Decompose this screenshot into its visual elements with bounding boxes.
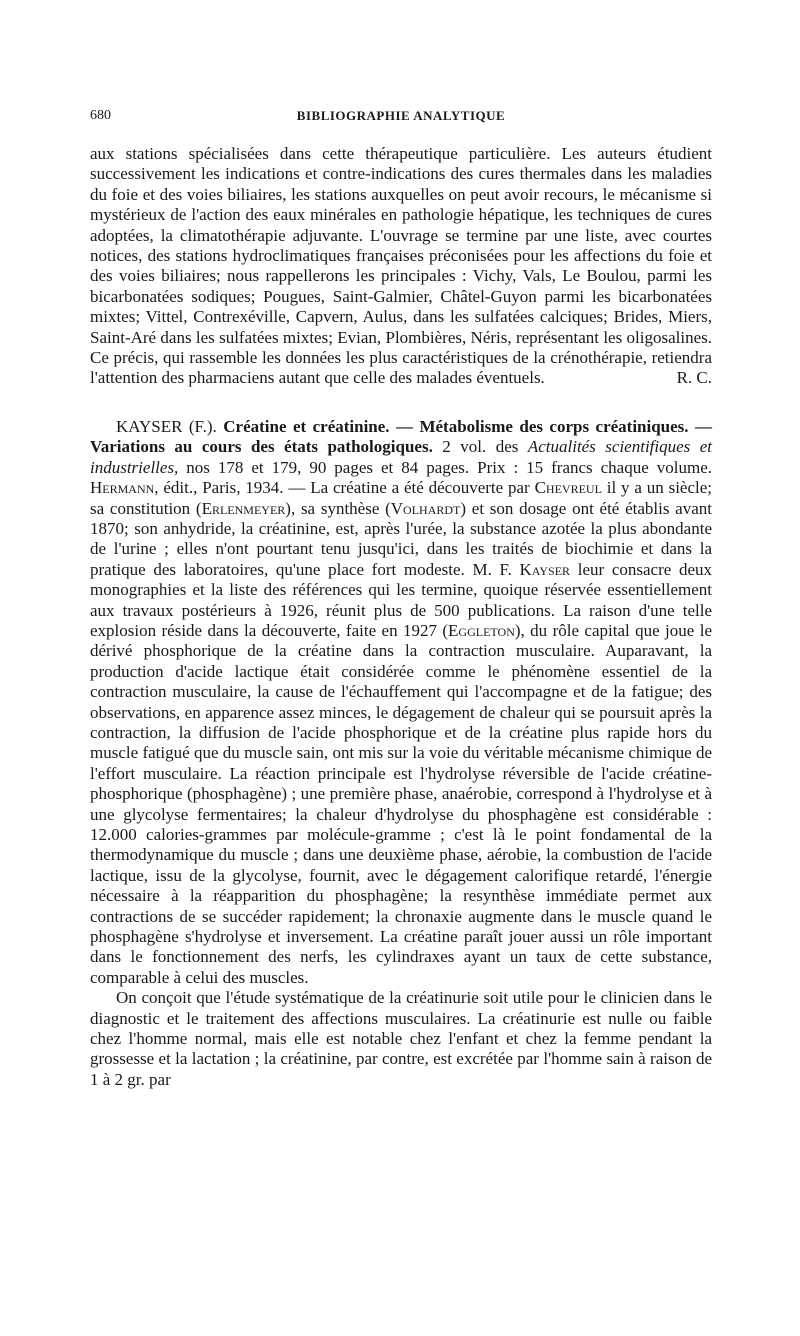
review-2-author: KAYSER (F.). bbox=[116, 416, 217, 436]
running-title: BIBLIOGRAPHIE ANALYTIQUE bbox=[296, 108, 506, 123]
review-2-paragraph-1 bbox=[90, 417, 712, 988]
name-erlenmeyer: Erlenmeyer bbox=[201, 498, 286, 518]
review-2-text-d: leur consacre deux monographies et la liste des références qui les termine, quoique réservée essentiellement aux travaux postérieurs à 1926, réunit plus de 500 publications. La raison d'une telle explosion réside dans la découverte, faite en 1927 ( bbox=[90, 559, 712, 640]
review-2-text-b: ), sa synthèse ( bbox=[285, 498, 391, 518]
name-volhardt: Volhardt bbox=[390, 498, 461, 518]
review-2-text-e: ), du rôle capital que joue le dérivé phosphorique de la créatine dans la contraction musculaire. Auparavant, la production d'acide lactique était considérée comme le phénomène essentiel de la contraction musculaire, la cause de l'échauffement qui l'accompagne et de la fatigue; des observations, en apparence assez minces, le dégagement de chaleur qui se poursuit après la contraction, la diffusion de l'acide phosphorique et de la créatine plus rapide hors du muscle fatigué que du muscle sain, ont mis sur la voie du véritable mécanisme chimique de l'effort musculaire. La réaction principale est l'hydrolyse réversible de l'acide créatine-phosphorique (phosphagène) ; une première phase, anaérobie, correspond à l'hydrolyse et à une glycolyse fermentaires; la chaleur d'hydrolyse du phosphagène est considérable : 12.000 calories-grammes par molécule-gramme ; c'est là le point fondamental de la thermodynamique du muscle ; dans une deuxième phase, aérobie, la combustion de l'acide lactique, issu de la glycolyse, fournit, avec le dégagement calorifique retardé, l'énergie nécessaire à la réapparition du phosphagène; la resynthèse immédiate permet aux contractions de se succéder rapidement; la chronaxie augmente dans le muscle quand le phosphagène s'hydrolyse et inversement. La créatine paraît jouer aussi un rôle important dans le fonctionnement des nerfs, les cylindraxes ayant un taux de cette substance, comparable à celui des muscles. bbox=[90, 620, 712, 987]
page-number: 680 bbox=[90, 108, 111, 123]
review-1-signature: R. C. bbox=[676, 368, 712, 388]
review-2 bbox=[90, 417, 712, 1090]
review-2-biblio-pre: 2 vol. des bbox=[442, 437, 519, 457]
review-2-series: Actualités scientifiques et industrielles, bbox=[90, 437, 713, 477]
review-2-biblio-post: , édit., Paris, 1934. — La créatine a été découverte par bbox=[154, 478, 530, 498]
review-1-paragraph bbox=[90, 144, 712, 389]
review-2-paragraph-2: On conçoit que l'étude systématique de la créatinurie soit utile pour le clinicien dans le diagnostic et le traitement des affections musculaires. La créatinurie est nulle ou faible chez l'homme normal, mais elle est notable chez l'enfant et chez la femme pendant la grossesse et la lactation ; la créatinine, par contre, est excrétée par l'homme sain à raison de 1 à 2 gr. par bbox=[90, 988, 712, 1089]
name-chevreul: Chevreul bbox=[534, 478, 602, 498]
review-2-biblio-nos: nos 178 et 179, 90 pages et 84 pages. Prix : 15 francs chaque volume. bbox=[186, 457, 712, 477]
name-kayser: Kayser bbox=[519, 559, 571, 579]
review-1-text: aux stations spécialisées dans cette thérapeutique particulière. Les auteurs étudient successivement les indications et contre-indications des cures thermales dans les maladies du foie et des voies biliaires, les stations auxquelles on peut avoir recours, le mécanisme si mystérieux de l'action des eaux minérales en pathologie hépatique, les techniques de cures adoptées, la climatothérapie adjuvante. L'ouvrage se termine par une liste, avec courtes notices, des stations hydroclimatiques françaises préconisées pour les affections du foie et des voies biliaires; nous rappellerons les principales : Vichy, Vals, Le Boulou, parmi les bicarbonatées sodiques; Pougues, Saint-Galmier, Châtel-Guyon parmi les bicarbonatées mixtes; Vittel, Contrexéville, Capvern, Aulus, dans les sulfatées calciques; Brides, Miers, Saint-Aré dans les sulfatées mixtes; Evian, Plombières, Néris, représentant les oligosalines. Ce précis, qui rassemble les données les plus caractéristiques de la crénothérapie, retiendra l'attention des pharmaciens autant que celle des malades éventuels. bbox=[90, 144, 712, 388]
review-2-text-c: ) et son dosage ont été établis avant 1870; son anhydride, la créatinine, est, après l'urée, la substance azotée la plus abondante de l'urine ; elles n'ont pourtant tenu jusqu'ici, dans les traités de biochimie et dans la pratique des laboratoires, qu'une place fort modeste. M. F. bbox=[90, 498, 713, 579]
running-header bbox=[90, 108, 712, 130]
review-2-title: Créatine et créatinine. — Métabolisme des corps créatiniques. — Variations au cours des états pathologiques. bbox=[90, 416, 712, 457]
page bbox=[90, 108, 712, 1090]
name-eggleton: Eggleton bbox=[448, 620, 515, 640]
review-2-publisher: Hermann bbox=[90, 478, 155, 498]
review-2-text-a: il y a un siècle; sa constitution ( bbox=[90, 478, 713, 518]
